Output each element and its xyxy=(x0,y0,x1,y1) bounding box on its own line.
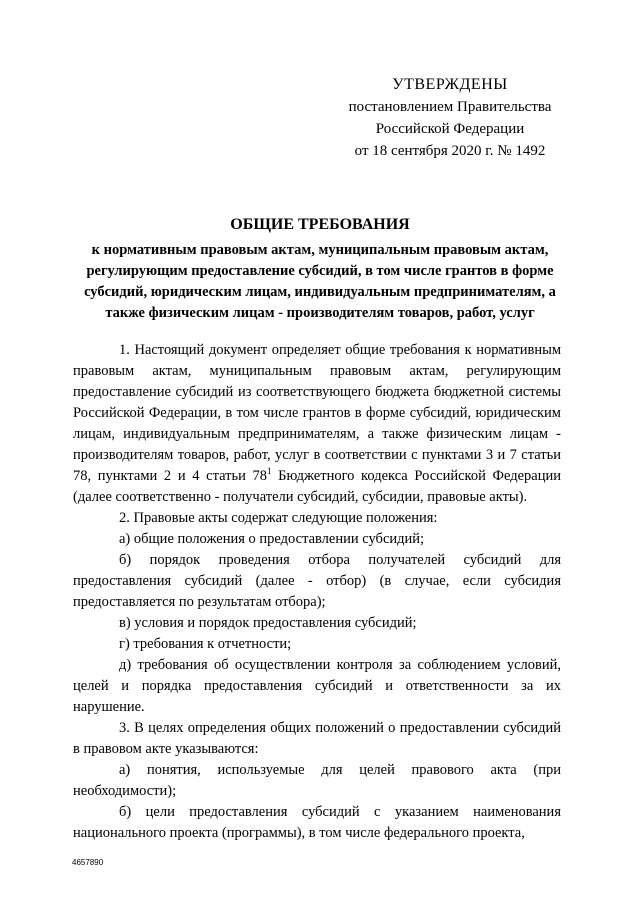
paragraph-1 xyxy=(73,340,561,508)
paragraph-3a: а) понятия, используемые для целей правового акта (при необходимости); xyxy=(73,762,561,799)
paragraph-2b: б) порядок проведения отбора получателей субсидий для предоставления субсидий (далее - отбор) (в случае, если субсидия предоставляется по результатам отбора); xyxy=(73,552,561,610)
footnote-mark: 1 xyxy=(267,466,272,477)
paragraph-1-text: 1. Настоящий документ определяет общие требования к нормативным правовым актам, муниципальным правовым актам, регулирующим предоставление субсидий из соответствующего бюджета бюджетной системы Российской Федерации, в том числе грантов в форме субсидий, юридическим лицам, индивидуальным предпринимателям, а также физическим лицам - производителям товаров, работ, услуг в соответствии с пунктами 3 и 7 статьи 78, пунктами 2 и 4 статьи 78 xyxy=(73,342,561,484)
document-subtitle: к нормативным правовым актам, муниципальным правовым актам, регулирующим предоставление субсидий, в том числе грантов в форме субсидий, юридическим лицам, индивидуальным предпринимателям, а также физическим лицам - производителям товаров, работ, услуг xyxy=(84,242,556,321)
paragraph-1-end: Бюджетного кодекса Российской Федерации (далее соответственно - получатели субсидий, субсидии, правовые акты). xyxy=(73,468,561,505)
document-title: ОБЩИЕ ТРЕБОВАНИЯ xyxy=(230,216,410,233)
paragraph-2: 2. Правовые акты содержат следующие положения: xyxy=(119,510,438,526)
document-body xyxy=(73,340,561,844)
document-number: 4657890 xyxy=(72,858,104,867)
paragraph-2e: д) требования об осуществлении контроля за соблюдением условий, целей и порядка предоставления субсидий и ответственности за их нарушение. xyxy=(73,657,561,715)
approval-line-1: постановлением Правительства xyxy=(348,99,552,115)
approval-block xyxy=(340,74,560,162)
approval-line-2: Российской Федерации xyxy=(375,121,525,137)
paragraph-2a: а) общие положения о предоставлении субсидий; xyxy=(119,531,425,547)
paragraph-2d: г) требования к отчетности; xyxy=(119,636,292,652)
paragraph-3: 3. В целях определения общих положений о предоставлении субсидий в правовом акте указываются: xyxy=(73,720,561,757)
paragraph-3b: б) цели предоставления субсидий с указанием наименования национального проекта (программы), в том числе федерального проекта, xyxy=(73,804,561,841)
approval-line-3: от 18 сентября 2020 г. № 1492 xyxy=(354,143,546,159)
approval-heading: УТВЕРЖДЕНЫ xyxy=(392,76,508,93)
paragraph-2c: в) условия и порядок предоставления субсидий; xyxy=(119,615,417,631)
